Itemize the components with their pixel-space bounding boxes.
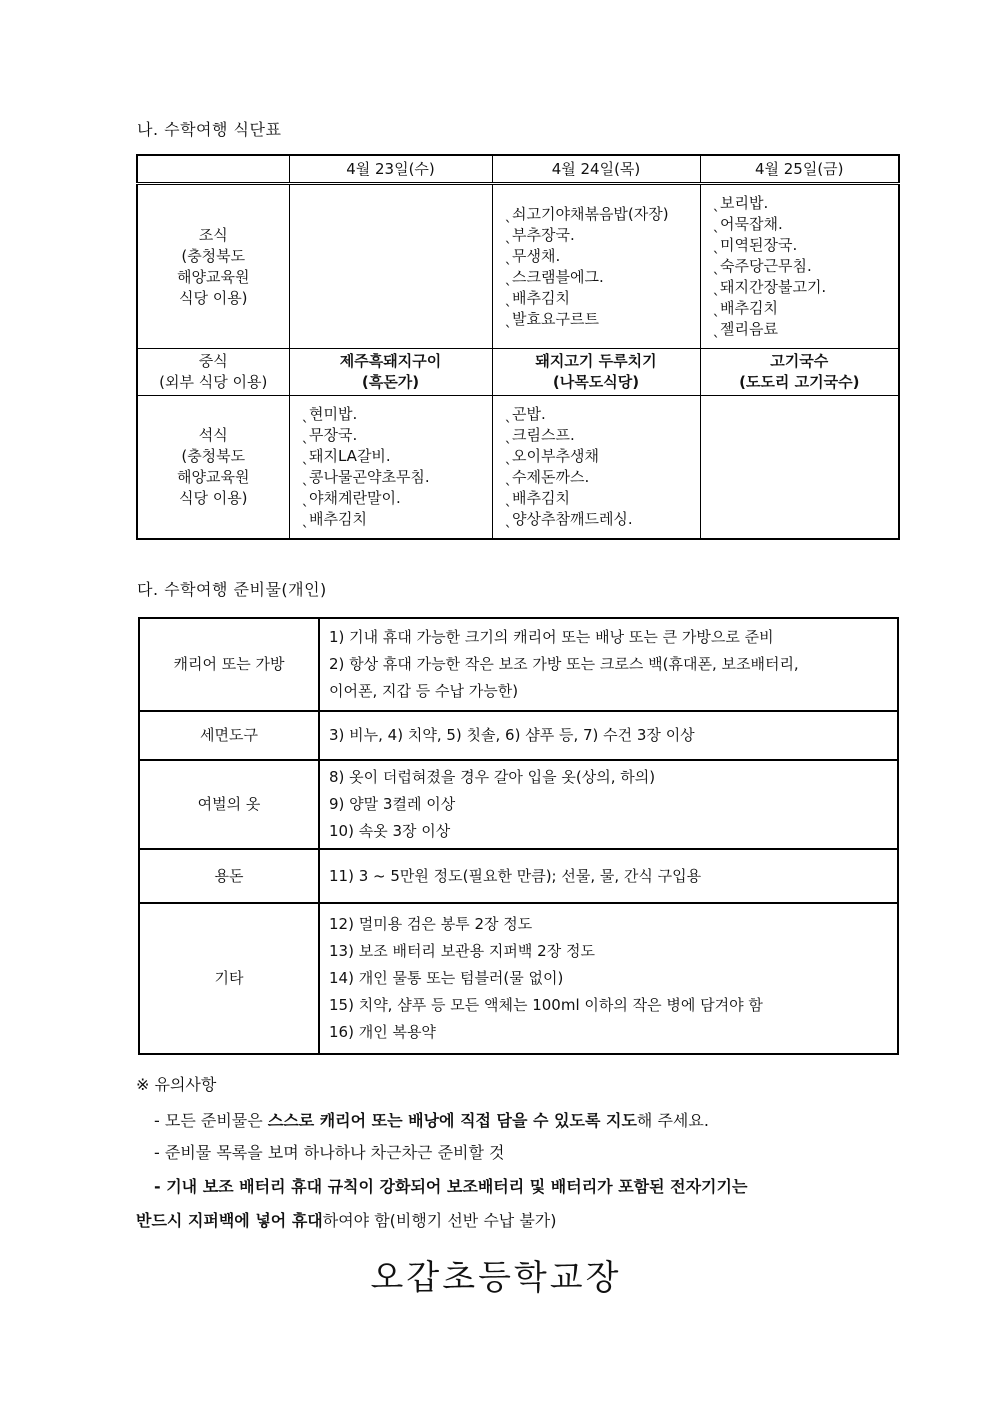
prep-row	[139, 903, 898, 1054]
prep-section-title: 다. 수학여행 준비물(개인)	[137, 580, 327, 599]
cell-line: 14) 개인 물통 또는 텀블러(물 없이)	[329, 969, 564, 987]
dinner-day3	[700, 396, 899, 540]
cell-line: ˎ어묵잡채.	[712, 215, 783, 233]
note-text: 하여야 함(비행기 선반 수납 불가)	[322, 1211, 557, 1230]
prep-row	[139, 760, 898, 849]
cell-line: ˎ오이부추생채	[504, 447, 599, 465]
cell-line: ˎ보리밥.	[712, 194, 769, 212]
cell-line: 3) 비누, 4) 치약, 5) 칫솔, 6) 샴푸 등, 7) 수건 3장 이상	[329, 726, 695, 744]
menu-header-day2: 4월 24일(목)	[492, 155, 700, 184]
cell-line: ˎ배추김치	[504, 489, 570, 507]
cell-line: ˎ미역된장국.	[712, 236, 798, 254]
cell-line: ˎ부추장국.	[504, 225, 575, 244]
lunch-label	[137, 349, 289, 396]
cell-line: ˎ무장국.	[301, 426, 358, 444]
cell-line: ˎ배추김치	[301, 510, 367, 528]
cell-line: 8) 옷이 더럽혀졌을 경우 갈아 입을 옷(상의, 하의)	[329, 768, 656, 786]
note-item	[154, 1108, 709, 1131]
breakfast-day1	[289, 184, 492, 349]
cell-line: 16) 개인 복용약	[329, 1023, 436, 1041]
cell-line: ˎ쇠고기야채볶음밥(자장)	[504, 204, 669, 223]
prep-row	[139, 849, 898, 903]
lunch-row	[137, 349, 899, 396]
menu-section-title: 나. 수학여행 식단표	[137, 120, 282, 139]
prep-items	[319, 618, 898, 711]
principal-signature: 오갑초등학교장	[370, 1258, 622, 1298]
lunch-day3	[700, 349, 899, 396]
breakfast-day2	[492, 184, 700, 349]
prep-category: 용돈	[139, 849, 319, 903]
prep-items	[319, 760, 898, 849]
prep-category: 세면도구	[139, 711, 319, 760]
cell-line: 식당 이용)	[178, 489, 248, 507]
cell-line: ˎ양상추참깨드레싱.	[504, 510, 633, 528]
cell-line: 해양교육원	[177, 267, 250, 286]
cell-line: ˎ야채계란말이.	[301, 489, 401, 507]
note-item: - 준비물 목록을 보며 하나하나 차근차근 준비할 것	[154, 1143, 505, 1162]
cell-line: 13) 보조 배터리 보관용 지퍼백 2장 정도	[329, 942, 595, 960]
prep-row	[139, 618, 898, 711]
breakfast-row	[137, 184, 899, 349]
cell-line: 12) 멀미용 검은 봉투 2장 정도	[329, 915, 533, 933]
notes-heading: ※ 유의사항	[136, 1075, 217, 1094]
note-text: 해 주세요.	[636, 1111, 709, 1130]
menu-header-day1: 4월 23일(수)	[289, 155, 492, 184]
lunch-day1	[289, 349, 492, 396]
cell-line: ˎ현미밥.	[301, 405, 358, 423]
menu-header-empty	[137, 155, 289, 184]
cell-line: 이어폰, 지갑 등 수납 가능한)	[329, 682, 519, 700]
cell-line: 1) 기내 휴대 가능한 크기의 캐리어 또는 배낭 또는 큰 가방으로 준비	[329, 628, 774, 646]
cell-line: ˎ발효요구르트	[504, 309, 599, 328]
cell-line: 11) 3 ~ 5만원 정도(필요한 만큼); 선물, 물, 간식 구입용	[329, 866, 702, 885]
cell-line: (충청북도	[181, 246, 246, 265]
cell-line: (외부 식당 이용)	[159, 373, 268, 391]
cell-line: ˎ콩나물곤약초무침.	[301, 468, 430, 486]
cell-line: (도도리 고기국수)	[739, 373, 860, 391]
menu-header-day3: 4월 25일(금)	[700, 155, 899, 184]
cell-line: ˎ숙주당근무침.	[712, 257, 812, 275]
cell-line: 9) 양말 3켤레 이상	[329, 795, 456, 813]
lunch-day2	[492, 349, 700, 396]
cell-line: 식당 이용)	[178, 288, 248, 307]
cell-line: 2) 항상 휴대 가능한 작은 보조 가방 또는 크로스 백(휴대폰, 보조배터리,	[329, 655, 799, 673]
note-text: - 모든 준비물은	[154, 1111, 268, 1130]
cell-line: 고기국수	[770, 352, 829, 370]
cell-line: ˎ배추김치	[712, 299, 778, 317]
prep-row	[139, 711, 898, 760]
note-item: - 기내 보조 배터리 휴대 규칙이 강화되어 보조배터리 및 배터리가 포함된 전자기기는	[154, 1177, 748, 1196]
prep-items	[319, 903, 898, 1054]
cell-line: ˎ돼지간장불고기.	[712, 278, 827, 296]
note-emphasis: 반드시 지퍼백에 넣어 휴대	[136, 1211, 323, 1230]
note-emphasis: 스스로 캐리어 또는 배낭에 직접 담을 수 있도록 지도	[267, 1111, 637, 1130]
cell-line: 제주흑돼지구이	[339, 352, 442, 370]
cell-line: ˎ곤밥.	[504, 405, 546, 423]
cell-line: (나목도식당)	[552, 373, 640, 391]
cell-line: 해양교육원	[177, 468, 250, 486]
prep-items	[319, 849, 898, 903]
cell-line: ˎ크림스프.	[504, 426, 575, 444]
cell-line: ˎ젤리음료	[712, 320, 778, 338]
cell-line: 15) 치약, 샴푸 등 모든 액체는 100ml 이하의 작은 병에 담겨야 함	[329, 996, 763, 1014]
cell-line: ˎ배추김치	[504, 288, 570, 307]
dinner-row	[137, 396, 899, 540]
prep-category: 기타	[139, 903, 319, 1054]
note-item	[136, 1208, 557, 1231]
prep-items	[319, 711, 898, 760]
cell-line: 10) 속옷 3장 이상	[329, 822, 451, 840]
dinner-day1	[289, 396, 492, 540]
dinner-day2	[492, 396, 700, 540]
breakfast-label	[137, 184, 289, 349]
cell-line: ˎ무생채.	[504, 246, 561, 265]
cell-line: ˎ스크램블에그.	[504, 267, 604, 286]
cell-line: 중식	[198, 352, 228, 370]
dinner-label	[137, 396, 289, 540]
cell-line: 돼지고기 두루치기	[535, 352, 657, 370]
prep-category: 여벌의 옷	[139, 760, 319, 849]
prep-items-table	[138, 617, 899, 1055]
breakfast-day3	[700, 184, 899, 349]
cell-line: ˎ수제돈까스.	[504, 468, 590, 486]
meal-menu-table	[136, 154, 900, 540]
prep-category: 캐리어 또는 가방	[139, 618, 319, 711]
cell-line: (흑돈가)	[361, 373, 420, 391]
menu-header-row	[137, 155, 899, 184]
cell-line: 조식	[198, 225, 228, 244]
cell-line: ˎ돼지LA갈비.	[301, 447, 391, 465]
cell-line: (충청북도	[181, 447, 246, 465]
cell-line: 석식	[198, 426, 228, 444]
